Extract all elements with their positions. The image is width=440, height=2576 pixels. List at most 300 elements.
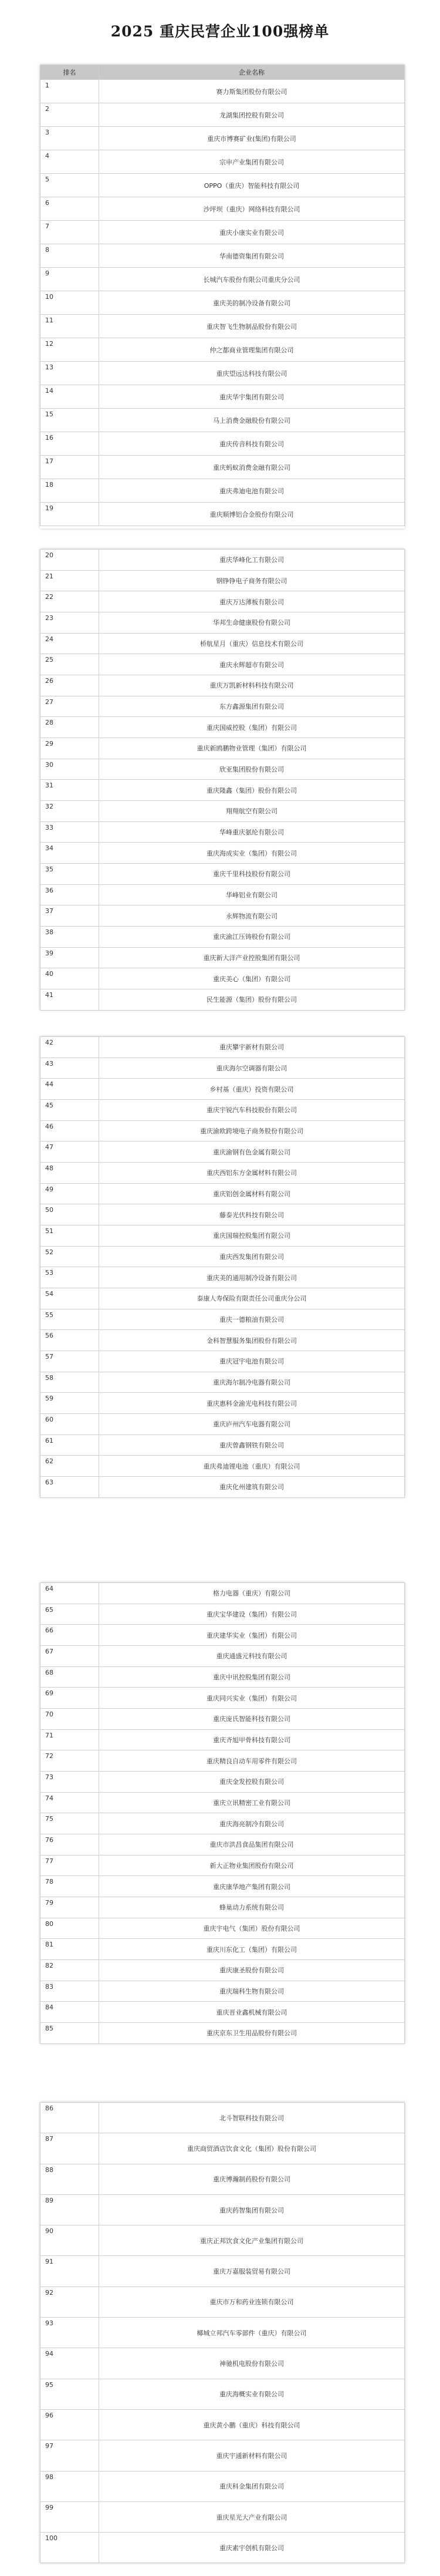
company-name-cell: 翔翔航空有限公司 [99, 801, 405, 822]
company-name-cell: 重庆顺博铝合金股份有限公司 [99, 503, 405, 526]
company-name-cell: 重庆海尔空调器有限公司 [99, 1058, 405, 1079]
rank-cell: 99 [40, 2501, 99, 2532]
table-row [40, 1456, 405, 1477]
rank-cell: 91 [40, 2256, 99, 2287]
rank-cell: 86 [40, 2103, 99, 2133]
table-row [40, 2501, 405, 2532]
company-name-cell: 重庆素宇创机有限公司 [99, 2533, 405, 2563]
company-name-cell: 重庆新大洋产业控股集团有限公司 [99, 947, 405, 968]
company-name-cell: 龙湖集团控股有限公司 [99, 103, 405, 127]
company-name-cell: 重庆西发集团有限公司 [99, 1246, 405, 1267]
company-name-cell: 重庆传音科技有限公司 [99, 432, 405, 456]
rank-cell: 65 [40, 1604, 99, 1625]
rank-cell: 57 [40, 1351, 99, 1372]
table-row [40, 291, 405, 315]
rank-cell: 88 [40, 2164, 99, 2194]
table-row [40, 1918, 405, 1939]
table-row [40, 968, 405, 989]
rank-cell: 75 [40, 1813, 99, 1834]
rank-cell: 24 [40, 633, 99, 654]
company-name-cell: 藤泰光伏科技有限公司 [99, 1204, 405, 1225]
table-row [40, 1625, 405, 1646]
table-row [40, 1813, 405, 1834]
table-row [40, 362, 405, 385]
table-row [40, 633, 405, 654]
rank-cell: 11 [40, 315, 99, 338]
table-body [40, 80, 405, 526]
table-row [40, 1204, 405, 1225]
table-row [40, 2002, 405, 2023]
rank-cell: 56 [40, 1330, 99, 1351]
rank-cell: 14 [40, 385, 99, 409]
company-name-cell: 重庆万凯新材料科技有限公司 [99, 675, 405, 696]
ranking-sheet-3 [40, 1036, 405, 1497]
table-row [40, 1876, 405, 1897]
company-name-cell: 新大正物业集团股份有限公司 [99, 1855, 405, 1876]
rank-cell: 64 [40, 1583, 99, 1604]
rank-cell: 46 [40, 1120, 99, 1141]
rank-cell: 38 [40, 927, 99, 948]
company-name-cell: 重庆万嘉服装贸易有限公司 [99, 2256, 405, 2287]
table-row [40, 2256, 405, 2287]
table-row [40, 1393, 405, 1414]
rank-cell: 20 [40, 550, 99, 571]
rank-cell: 96 [40, 2409, 99, 2440]
table-row [40, 174, 405, 197]
rank-cell: 48 [40, 1163, 99, 1184]
rank-cell: 1 [40, 80, 99, 103]
rank-cell: 97 [40, 2440, 99, 2471]
rank-cell: 85 [40, 2023, 99, 2044]
rank-cell: 8 [40, 244, 99, 268]
table-row [40, 927, 405, 948]
company-name-cell: 华南德资集团有限公司 [99, 244, 405, 268]
rank-cell: 16 [40, 432, 99, 456]
table-row [40, 1772, 405, 1793]
table-row [40, 2287, 405, 2317]
table-row [40, 2348, 405, 2379]
table-row [40, 780, 405, 801]
company-name-cell: 重庆中讯控股集团有限公司 [99, 1666, 405, 1688]
rank-cell: 71 [40, 1729, 99, 1750]
table-row [40, 1037, 405, 1058]
table-row [40, 127, 405, 150]
rank-cell: 53 [40, 1267, 99, 1288]
company-name-cell: 华峰铝业有限公司 [99, 884, 405, 905]
table-row [40, 884, 405, 905]
table-row [40, 738, 405, 759]
table-row [40, 1141, 405, 1163]
rank-cell: 9 [40, 268, 99, 291]
company-name-cell: 重庆华宇集团有限公司 [99, 385, 405, 409]
rank-cell: 44 [40, 1079, 99, 1100]
company-name-cell: 重庆化州建筑有限公司 [99, 1477, 405, 1498]
rank-cell: 2 [40, 103, 99, 127]
company-name-cell: 重庆渝江压铸股份有限公司 [99, 927, 405, 948]
rank-cell: 93 [40, 2318, 99, 2348]
company-name-cell: 重庆同兴实业（集团）有限公司 [99, 1688, 405, 1709]
company-name-cell: 重庆商贸酒店饮食文化（集团）股份有限公司 [99, 2133, 405, 2164]
company-name-cell: 重庆宇锐汽车科技股份有限公司 [99, 1100, 405, 1121]
rank-cell: 70 [40, 1709, 99, 1730]
table-row [40, 1120, 405, 1141]
table-row [40, 2318, 405, 2348]
company-name-cell: 重庆康华地产集团有限公司 [99, 1876, 405, 1897]
rank-cell: 23 [40, 612, 99, 634]
company-name-cell: 重庆黄小鹏（重庆）科技有限公司 [99, 2409, 405, 2440]
table-row [40, 1897, 405, 1918]
company-name-cell: 民生能源（集团）股份有限公司 [99, 989, 405, 1011]
table-row [40, 2103, 405, 2133]
rank-cell: 95 [40, 2379, 99, 2409]
rank-cell: 62 [40, 1456, 99, 1477]
table-row [40, 315, 405, 338]
table-row [40, 989, 405, 1011]
table-row [40, 2440, 405, 2471]
table-row [40, 221, 405, 244]
table-row [40, 801, 405, 822]
rank-cell: 39 [40, 947, 99, 968]
company-name-cell: 桥航星月（重庆）信息技术有限公司 [99, 633, 405, 654]
company-name-cell: 重庆建华实业（集团）有限公司 [99, 1625, 405, 1646]
company-name-cell: 重庆美的通用制冷设备有限公司 [99, 1267, 405, 1288]
rank-cell: 69 [40, 1688, 99, 1709]
company-name-cell: 重庆万达薄板有限公司 [99, 591, 405, 612]
rank-cell: 21 [40, 570, 99, 591]
table-row [40, 1414, 405, 1435]
table-header-row [40, 65, 405, 80]
rank-cell: 76 [40, 1834, 99, 1856]
company-name-cell: 重庆庐州汽车电器有限公司 [99, 1414, 405, 1435]
rank-cell: 12 [40, 338, 99, 362]
rank-column-header: 排名 [40, 65, 99, 80]
company-name-cell: 华邦生命健康股份有限公司 [99, 612, 405, 634]
rank-cell: 68 [40, 1666, 99, 1688]
ranking-table-4 [40, 1582, 405, 2044]
company-name-cell: 重庆精良自动车用零件有限公司 [99, 1750, 405, 1772]
table-row [40, 197, 405, 221]
table-row [40, 1351, 405, 1372]
ranking-table-2 [40, 549, 405, 1011]
rank-cell: 37 [40, 905, 99, 927]
rank-cell: 42 [40, 1037, 99, 1058]
company-name-cell: 重庆国威控股（集团）有限公司 [99, 717, 405, 738]
table-row [40, 244, 405, 268]
table-row [40, 503, 405, 526]
company-name-cell: 重庆铝创金属材料有限公司 [99, 1183, 405, 1204]
rank-cell: 13 [40, 362, 99, 385]
company-name-cell: 重庆宝华建设（集团）有限公司 [99, 1604, 405, 1625]
company-name-cell: 重庆药智集团有限公司 [99, 2194, 405, 2225]
rank-cell: 31 [40, 780, 99, 801]
rank-cell: 27 [40, 696, 99, 717]
table-row [40, 1330, 405, 1351]
company-name-cell: 重庆渝钢有色金属有限公司 [99, 1141, 405, 1163]
company-name-cell: 沙坪坝（重庆）网络科技有限公司 [99, 197, 405, 221]
company-name-cell: 泰康人寿保险有限责任公司重庆分公司 [99, 1288, 405, 1309]
table-row [40, 2409, 405, 2440]
company-name-cell: 重庆康圣股份有限公司 [99, 1960, 405, 1981]
rank-cell: 32 [40, 801, 99, 822]
rank-cell: 45 [40, 1100, 99, 1121]
company-name-cell: 重庆通盛元科技有限公司 [99, 1646, 405, 1667]
table-row [40, 1372, 405, 1393]
company-name-cell: 椰城立邦汽车零部件（重庆）有限公司 [99, 2318, 405, 2348]
rank-cell: 67 [40, 1646, 99, 1667]
table-row [40, 550, 405, 571]
table-row [40, 759, 405, 780]
rank-cell: 98 [40, 2471, 99, 2501]
table-row [40, 103, 405, 127]
rank-cell: 36 [40, 884, 99, 905]
company-name-cell: 重庆西铝东方金属材料有限公司 [99, 1163, 405, 1184]
table-row [40, 1792, 405, 1813]
table-row [40, 2133, 405, 2164]
table-row [40, 1750, 405, 1772]
company-name-cell: 重庆宇电气（集团）股份有限公司 [99, 1918, 405, 1939]
table-body [40, 1037, 405, 1498]
company-name-cell: 重庆望远达科技有限公司 [99, 362, 405, 385]
table-row [40, 1435, 405, 1456]
rank-cell: 47 [40, 1141, 99, 1163]
company-name-cell: 神驰机电股份有限公司 [99, 2348, 405, 2379]
table-row [40, 2471, 405, 2501]
rank-cell: 3 [40, 127, 99, 150]
rank-cell: 92 [40, 2287, 99, 2317]
table-row [40, 591, 405, 612]
table-row [40, 338, 405, 362]
rank-cell: 79 [40, 1897, 99, 1918]
table-row [40, 1583, 405, 1604]
table-row [40, 843, 405, 864]
company-name-cell: 重庆攀宇新材有限公司 [99, 1037, 405, 1058]
table-body [40, 1583, 405, 2044]
rank-cell: 17 [40, 456, 99, 479]
company-name-cell: 重庆惠科金渝光电科技有限公司 [99, 1393, 405, 1414]
rank-cell: 60 [40, 1414, 99, 1435]
rank-cell: 94 [40, 2348, 99, 2379]
rank-cell: 10 [40, 291, 99, 315]
company-name-cell: 重庆星光大产业有限公司 [99, 2501, 405, 2532]
rank-cell: 4 [40, 150, 99, 174]
rank-cell: 28 [40, 717, 99, 738]
company-name-cell: 重庆金发控股有限公司 [99, 1772, 405, 1793]
company-name-cell: 重庆千里科技股份有限公司 [99, 864, 405, 885]
table-row [40, 1834, 405, 1856]
table-row [40, 456, 405, 479]
company-name-cell: 重庆永辉超市有限公司 [99, 654, 405, 675]
table-row [40, 1288, 405, 1309]
rank-cell: 34 [40, 843, 99, 864]
rank-cell: 5 [40, 174, 99, 197]
rank-cell: 41 [40, 989, 99, 1011]
rank-cell: 63 [40, 1477, 99, 1498]
table-row [40, 268, 405, 291]
table-row [40, 1225, 405, 1247]
rank-cell: 15 [40, 409, 99, 432]
table-row [40, 1246, 405, 1267]
rank-cell: 33 [40, 821, 99, 843]
company-name-cell: 重庆弗迪锂电池（重庆）有限公司 [99, 1456, 405, 1477]
company-name-cell: OPPO（重庆）智能科技有限公司 [99, 174, 405, 197]
table-row [40, 1058, 405, 1079]
table-row [40, 1666, 405, 1688]
rank-cell: 19 [40, 503, 99, 526]
rank-cell: 77 [40, 1855, 99, 1876]
rank-cell: 25 [40, 654, 99, 675]
company-name-cell: 重庆宇通新材料有限公司 [99, 2440, 405, 2471]
rank-cell: 66 [40, 1625, 99, 1646]
rank-cell: 74 [40, 1792, 99, 1813]
company-name-cell: 重庆海成实业（集团）有限公司 [99, 843, 405, 864]
table-row [40, 2194, 405, 2225]
page-title: 2025 重庆民营企业100强榜单 [110, 23, 330, 40]
table-row [40, 1960, 405, 1981]
ranking-table-3 [40, 1036, 405, 1498]
company-name-cell: 蜂巢动力系统有限公司 [99, 1897, 405, 1918]
company-name-cell: 重庆海尔制冷电器有限公司 [99, 1372, 405, 1393]
company-name-cell: 重庆弗迪电池有限公司 [99, 479, 405, 503]
company-name-cell: 重庆智飞生物制品股份有限公司 [99, 315, 405, 338]
rank-cell: 54 [40, 1288, 99, 1309]
company-name-cell: 重庆蚂蚁消费金融有限公司 [99, 456, 405, 479]
company-name-cell: 重庆一德粮油有限公司 [99, 1309, 405, 1330]
ranking-sheet-1 [40, 65, 405, 528]
company-column-header: 企业名称 [99, 65, 405, 80]
company-name-cell: 重庆新鸥鹏物业管理（集团）有限公司 [99, 738, 405, 759]
company-name-cell: 重庆市博赛矿业(集团)有限公司 [99, 127, 405, 150]
table-row [40, 479, 405, 503]
table-row [40, 696, 405, 717]
company-name-cell: 赛力斯集团股份有限公司 [99, 80, 405, 103]
rank-cell: 52 [40, 1246, 99, 1267]
table-row [40, 2225, 405, 2256]
rank-cell: 49 [40, 1183, 99, 1204]
ranking-sheet-2 [40, 549, 405, 1010]
table-body [40, 2103, 405, 2563]
table-row [40, 1079, 405, 1100]
company-name-cell: 重庆曾鑫钢铁有限公司 [99, 1435, 405, 1456]
company-name-cell: 重庆晋业鑫机械有限公司 [99, 2002, 405, 2023]
table-row [40, 1855, 405, 1876]
table-row [40, 1100, 405, 1121]
company-name-cell: 重庆海概实业有限公司 [99, 2379, 405, 2409]
rank-cell: 82 [40, 1960, 99, 1981]
company-name-cell: 重庆隆鑫（集团）股份有限公司 [99, 780, 405, 801]
company-name-cell: 重庆小康实业有限公司 [99, 221, 405, 244]
company-name-cell: 钢铮铮电子商务有限公司 [99, 570, 405, 591]
rank-cell: 59 [40, 1393, 99, 1414]
rank-cell: 35 [40, 864, 99, 885]
table-body [40, 550, 405, 1011]
rank-cell: 6 [40, 197, 99, 221]
company-name-cell: 长城汽车股份有限公司重庆分公司 [99, 268, 405, 291]
company-name-cell: 重庆京东卫生用品股份有限公司 [99, 2023, 405, 2044]
company-name-cell: 重庆冠宇电池有限公司 [99, 1351, 405, 1372]
rank-cell: 43 [40, 1058, 99, 1079]
table-row [40, 1604, 405, 1625]
rank-cell: 72 [40, 1750, 99, 1772]
company-name-cell: 重庆渝欧跨境电子商务股份有限公司 [99, 1120, 405, 1141]
company-name-cell: 重庆博瀚制药股份有限公司 [99, 2164, 405, 2194]
table-row [40, 1646, 405, 1667]
table-row [40, 1688, 405, 1709]
rank-cell: 80 [40, 1918, 99, 1939]
company-name-cell: 重庆华峰化工有限公司 [99, 550, 405, 571]
ranking-table-5 [40, 2102, 405, 2563]
table-row [40, 864, 405, 885]
table-row [40, 905, 405, 927]
rank-cell: 22 [40, 591, 99, 612]
company-name-cell: 马上消费金融股份有限公司 [99, 409, 405, 432]
rank-cell: 84 [40, 2002, 99, 2023]
rank-cell: 7 [40, 221, 99, 244]
company-name-cell: 永辉物流有限公司 [99, 905, 405, 927]
rank-cell: 100 [40, 2533, 99, 2563]
company-name-cell: 华峰重庆氨纶有限公司 [99, 821, 405, 843]
company-name-cell: 北斗智联科技有限公司 [99, 2103, 405, 2133]
company-name-cell: 乡村基（重庆）投资有限公司 [99, 1079, 405, 1100]
table-row [40, 409, 405, 432]
table-row [40, 1163, 405, 1184]
rank-cell: 51 [40, 1225, 99, 1247]
company-name-cell: 重庆齐旭甲骨科技有限公司 [99, 1729, 405, 1750]
rank-cell: 29 [40, 738, 99, 759]
company-name-cell: 重庆海亮制冷有限公司 [99, 1813, 405, 1834]
rank-cell: 30 [40, 759, 99, 780]
company-name-cell: 重庆市万和药业连锁有限公司 [99, 2287, 405, 2317]
rank-cell: 81 [40, 1939, 99, 1960]
table-row [40, 1709, 405, 1730]
table-row [40, 1729, 405, 1750]
rank-cell: 89 [40, 2194, 99, 2225]
company-name-cell: 重庆美的制冷设备有限公司 [99, 291, 405, 315]
company-name-cell: 重庆立讯精密工业有限公司 [99, 1792, 405, 1813]
table-row [40, 612, 405, 634]
table-row [40, 654, 405, 675]
table-row [40, 432, 405, 456]
table-row [40, 2533, 405, 2563]
rank-cell: 78 [40, 1876, 99, 1897]
rank-cell: 73 [40, 1772, 99, 1793]
table-row [40, 947, 405, 968]
company-name-cell: 格力电器（重庆）有限公司 [99, 1583, 405, 1604]
company-name-cell: 重庆美心（集团）有限公司 [99, 968, 405, 989]
table-row [40, 1939, 405, 1960]
company-name-cell: 宗申产业集团有限公司 [99, 150, 405, 174]
rank-cell: 87 [40, 2133, 99, 2164]
rank-cell: 50 [40, 1204, 99, 1225]
table-row [40, 1183, 405, 1204]
rank-cell: 61 [40, 1435, 99, 1456]
company-name-cell: 重庆国瑞控股集团有限公司 [99, 1225, 405, 1247]
table-row [40, 821, 405, 843]
company-name-cell: 东方鑫源集团有限公司 [99, 696, 405, 717]
ranking-table-1 [40, 65, 405, 526]
table-row [40, 385, 405, 409]
table-row [40, 80, 405, 103]
company-name-cell: 重庆市洪昌食品集团有限公司 [99, 1834, 405, 1856]
company-name-cell: 仲之都商业管理集团有限公司 [99, 338, 405, 362]
company-name-cell: 重庆庞氏智能科技有限公司 [99, 1709, 405, 1730]
rank-cell: 40 [40, 968, 99, 989]
company-name-cell: 重庆川东化工（集团）有限公司 [99, 1939, 405, 1960]
table-row [40, 2164, 405, 2194]
table-row [40, 2023, 405, 2044]
ranking-sheet-5 [40, 2102, 405, 2563]
table-row [40, 1267, 405, 1288]
table-row [40, 717, 405, 738]
